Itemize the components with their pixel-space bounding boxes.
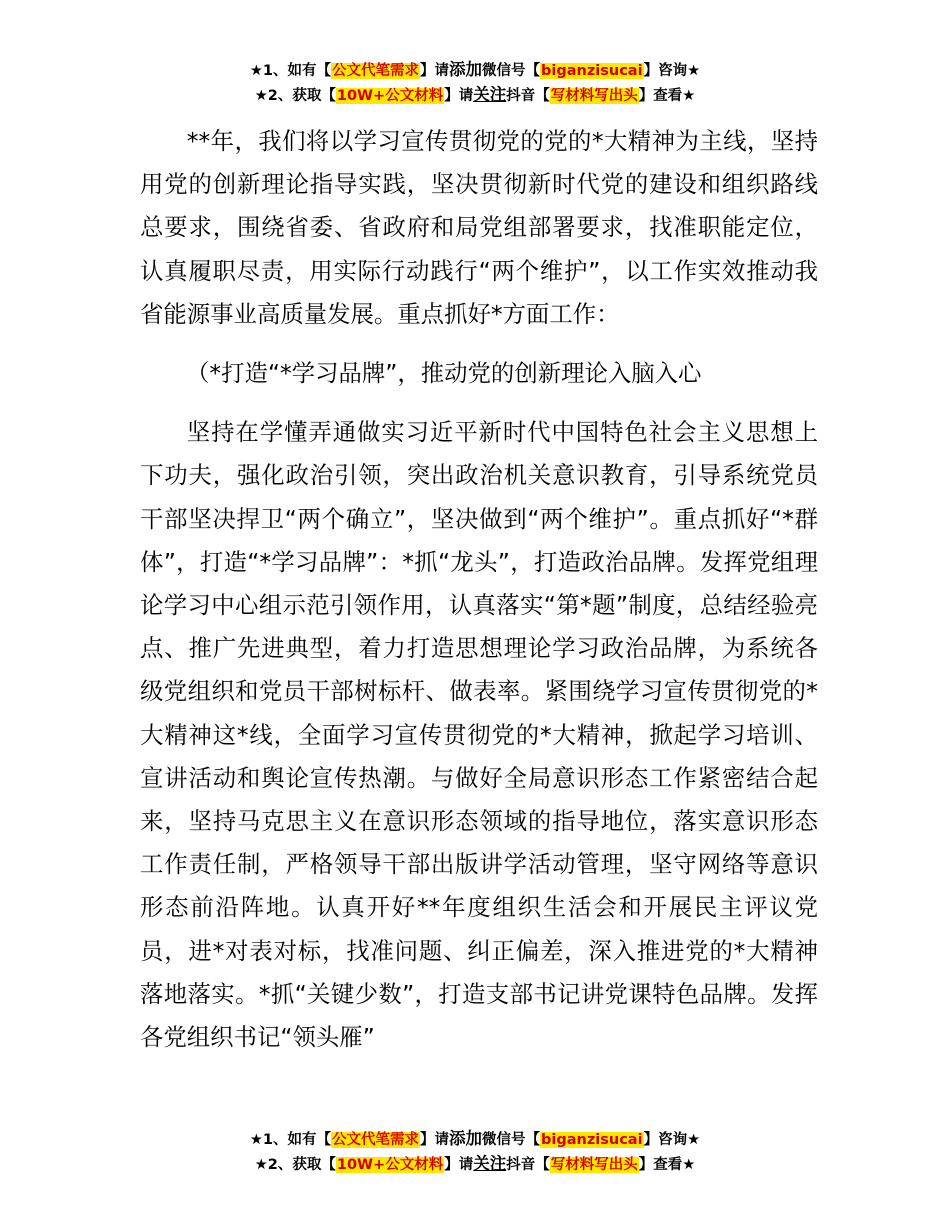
star-icon: ★ (249, 1132, 263, 1148)
bracket: 【 (316, 1132, 332, 1148)
promo-text: 咨询 (658, 63, 688, 79)
bracket: 【 (525, 1132, 541, 1148)
promo-footer (0, 1127, 950, 1177)
promo-line-1 (0, 1127, 950, 1152)
bracket: 】 (420, 1132, 435, 1148)
star-icon: ★ (254, 1157, 268, 1173)
bracket: 【 (535, 88, 550, 104)
bracket: 】 (638, 88, 654, 104)
star-icon: ★ (682, 88, 696, 104)
bracket: 】 (420, 63, 435, 79)
bracket: 【 (321, 1157, 336, 1173)
promo-text: 查看 (653, 1157, 683, 1173)
section-heading: （*打造“*学习品牌”，推动党的创新理论入脑入心 (186, 359, 702, 388)
emphasis-text: 添加 (449, 1129, 483, 1148)
bracket: 】 (444, 88, 459, 104)
promo-text: 1、如有 (262, 63, 317, 79)
bracket: 【 (525, 63, 541, 79)
promo-text: 抖音 (506, 88, 536, 104)
emphasis-text: 关注 (473, 1154, 507, 1173)
bracket: 【 (535, 1157, 550, 1173)
highlight-douyin-id: 写材料写出头 (550, 88, 638, 104)
highlight-service: 公文代笔需求 (332, 1132, 420, 1148)
promo-text: 请 (434, 63, 450, 79)
promo-line-2 (0, 83, 950, 108)
promo-text: 2、获取 (267, 88, 322, 104)
promo-text: 请 (458, 1157, 474, 1173)
highlight-wechat-id: biganzisucai (541, 1132, 643, 1148)
emphasis-text: 添加 (449, 60, 483, 79)
bracket: 【 (321, 88, 336, 104)
star-icon: ★ (682, 1157, 696, 1173)
highlight-materials: 10W+公文材料 (336, 1157, 444, 1173)
promo-text: 请 (434, 1132, 450, 1148)
promo-text: 微信号 (482, 1132, 526, 1148)
promo-line-1 (0, 58, 950, 83)
emphasis-text: 关注 (473, 85, 507, 104)
highlight-service: 公文代笔需求 (332, 63, 420, 79)
bracket: 】 (444, 1157, 459, 1173)
paragraph-gap (140, 395, 818, 411)
intro-paragraph: **年，我们将以学习宣传贯彻党的党的*大精神为主线，坚持用党的创新理论指导实践，坚决贯彻新时代党的建设和组织路线总要求，围绕省委、省政府和局党组部署要求，找准职能定位，认真履职尽责，用实际行动践行“两个维护”，以工作实效推动我省能源事业高质量发展。重点抓好*方面工作： (140, 127, 818, 328)
promo-text: 1、如有 (262, 1132, 317, 1148)
star-icon: ★ (687, 1132, 701, 1148)
star-icon: ★ (254, 88, 268, 104)
promo-line-2 (0, 1152, 950, 1177)
highlight-wechat-id: biganzisucai (541, 63, 643, 79)
bracket: 】 (643, 63, 659, 79)
highlight-douyin-id: 写材料写出头 (550, 1157, 638, 1173)
highlight-materials: 10W+公文材料 (336, 88, 444, 104)
bracket: 】 (638, 1157, 654, 1173)
star-icon: ★ (249, 63, 263, 79)
promo-text: 2、获取 (267, 1157, 322, 1173)
bracket: 】 (643, 1132, 659, 1148)
promo-text: 咨询 (658, 1132, 688, 1148)
body-paragraph: 坚持在学懂弄通做实习近平新时代中国特色社会主义思想上下功夫，强化政治引领，突出政治机关意识教育，引导系统党员干部坚决捍卫“两个确立”，坚决做到“两个维护”。重点抓好“*群体”，打造“*学习品牌”：*抓“龙头”，打造政治品牌。发挥党组理论学习中心组示范引领作用，认真落实“第*题”制度，总结经验亮点、推广先进典型，着力打造思想理论学习政治品牌，为系统各级党组织和党员干部树标杆、做表率。紧围绕学习宣传贯彻党的*大精神这*线，全面学习宣传贯彻党的*大精神，掀起学习培训、宣讲活动和舆论宣传热潮。与做好全局意识形态工作紧密结合起来，坚持马克思主义在意识形态领域的指导地位，落实意识形态工作责任制，严格领导干部出版讲学活动管理，坚守网络等意识形态前沿阵地。认真开好**年度组织生活会和开展民主评议党员，进*对表对标，找准问题、纠正偏差，深入推进党的*大精神落地落实。*抓“关键少数”，打造支部书记讲党课特色品牌。发挥各党组织书记“领头雁” (140, 418, 818, 1052)
document-body (140, 120, 818, 1059)
star-icon: ★ (687, 63, 701, 79)
paragraph-gap (140, 336, 818, 352)
promo-header (0, 58, 950, 108)
promo-text: 查看 (653, 88, 683, 104)
promo-text: 抖音 (506, 1157, 536, 1173)
bracket: 【 (316, 63, 332, 79)
promo-text: 请 (458, 88, 474, 104)
promo-text: 微信号 (482, 63, 526, 79)
